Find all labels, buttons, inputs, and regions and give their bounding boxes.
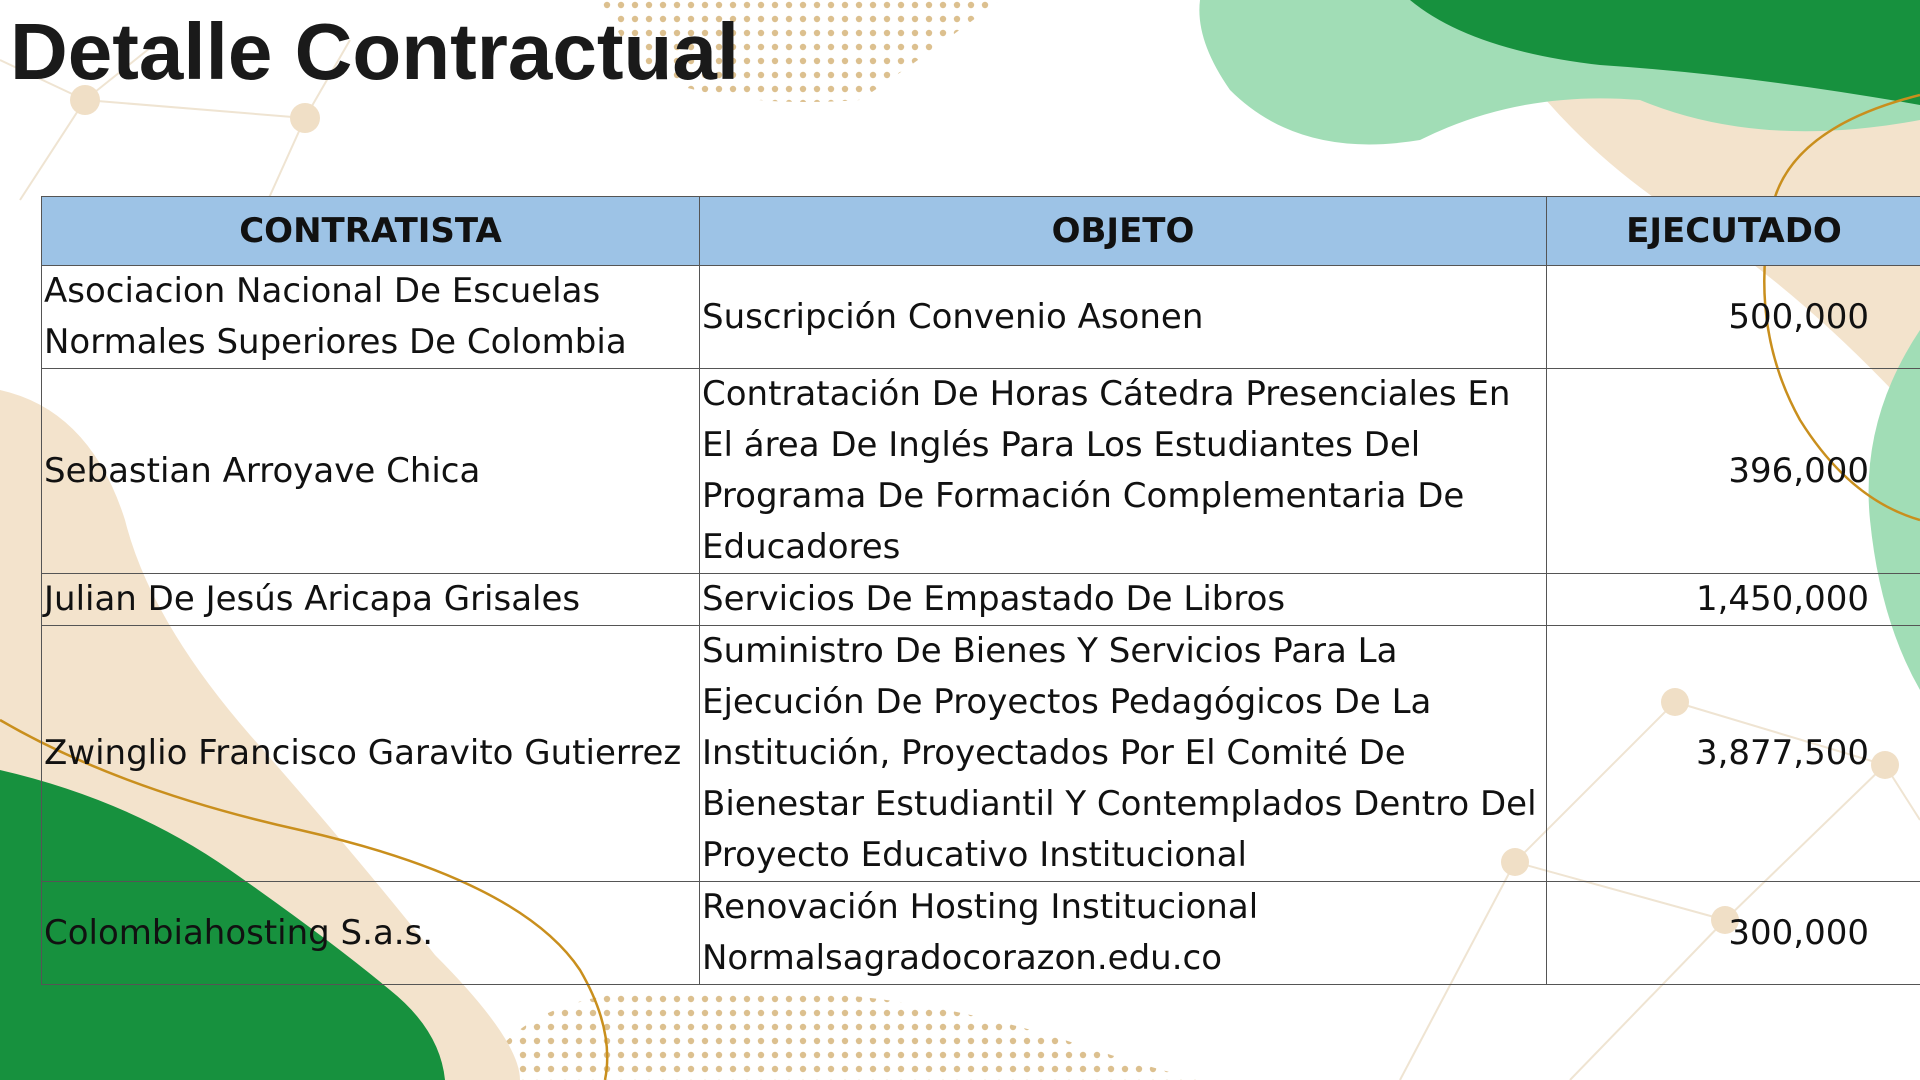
header-contratista: CONTRATISTA (42, 197, 700, 266)
cell-contratista: Sebastian Arroyave Chica (42, 369, 700, 574)
cell-contratista: Zwinglio Francisco Garavito Gutierrez (42, 626, 700, 882)
cell-objeto: Contratación De Horas Cátedra Presenciales En El área De Inglés Para Los Estudiantes Del Programa De Formación Complementaria De Educadores (700, 369, 1547, 574)
table-row (42, 626, 1920, 882)
cell-objeto: Servicios De Empastado De Libros (700, 574, 1547, 626)
table-row (42, 266, 1920, 369)
cell-contratista: Colombiahosting S.a.s. (42, 882, 700, 985)
cell-contratista: Asociacion Nacional De Escuelas Normales Superiores De Colombia (42, 266, 700, 369)
contracts-table (41, 196, 1920, 985)
page-title: Detalle Contractual (10, 7, 740, 96)
cell-ejecutado: 1,450,000 (1547, 574, 1920, 626)
cell-ejecutado: 300,000 (1547, 882, 1920, 985)
table-row (42, 574, 1920, 626)
table-row (42, 369, 1920, 574)
cell-contratista: Julian De Jesús Aricapa Grisales (42, 574, 700, 626)
header-ejecutado: EJECUTADO (1547, 197, 1920, 266)
table-row (42, 882, 1920, 985)
dot-cluster-bottom (480, 990, 1200, 1080)
table-header-row (42, 197, 1920, 266)
header-objeto: OBJETO (700, 197, 1547, 266)
cell-ejecutado: 396,000 (1547, 369, 1920, 574)
cell-ejecutado: 500,000 (1547, 266, 1920, 369)
cell-objeto: Renovación Hosting Institucional Normalsagradocorazon.edu.co (700, 882, 1547, 985)
cell-ejecutado: 3,877,500 (1547, 626, 1920, 882)
cell-objeto: Suscripción Convenio Asonen (700, 266, 1547, 369)
cell-objeto: Suministro De Bienes Y Servicios Para La Ejecución De Proyectos Pedagógicos De La Institución, Proyectados Por El Comité De Bienestar Estudiantil Y Contemplados Dentro Del Proyecto Educativo Institucional (700, 626, 1547, 882)
